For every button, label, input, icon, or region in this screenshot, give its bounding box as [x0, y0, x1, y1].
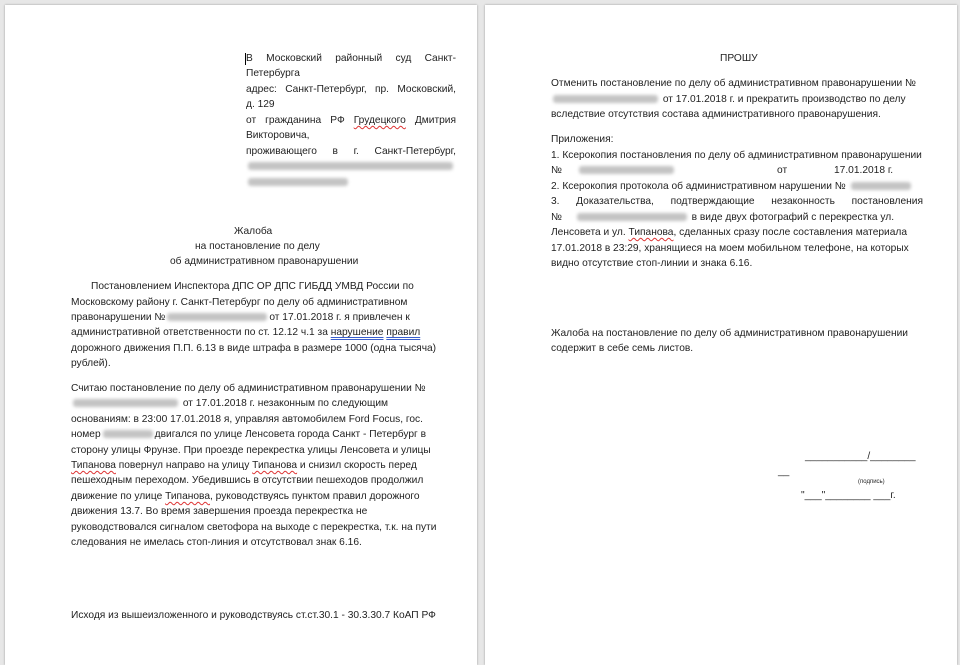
paragraph-text: , руководствуясь пунктом правил дорожного: [210, 491, 420, 502]
paragraph-text: подтверждающие: [670, 196, 755, 207]
attachment-3: [551, 196, 923, 208]
sheet-count-line-2: содержит в себе семь листов.: [551, 343, 694, 354]
p1-line-2: Московскому району г. Санкт-Петербург по делу об административном: [71, 297, 408, 308]
attachment-1: 1. Ксерокопия постановления по делу об административном правонарушении: [551, 150, 922, 161]
addr-text: Дмитрия: [414, 115, 456, 126]
p1-line-3: [71, 312, 441, 324]
p2-line-5: сторону улицы Фрунзе. При проезде перекрестка улицы Ленсовета и улицы: [71, 445, 431, 456]
address-line-5: [246, 115, 456, 127]
page-right: [485, 5, 957, 665]
attachment-1-cont: [551, 165, 911, 177]
paragraph-text: №: [551, 212, 562, 223]
p2-line-11: следования не имелась стоп-линия и отсутствовал знак 6.16.: [71, 537, 362, 548]
paragraph-text: административной ответственности по ст. 12.12 ч.1 за: [71, 327, 328, 338]
p1-line-5: дорожного движения П.П. 6.13 в виде штрафа в размере 1000 (одна тысяча): [71, 343, 437, 354]
p2-line-1: Считаю постановление по делу об административном правонарушении №: [71, 383, 426, 394]
addr-text: пр.: [374, 84, 389, 95]
redacted-number: [577, 213, 687, 221]
complaint-subtitle-1: на постановление по делу: [195, 241, 320, 252]
complaint-title: Жалоба: [234, 226, 273, 237]
paragraph-text: от 17.01.2018 г. и прекратить производство по делу: [662, 94, 906, 105]
request-line-1: Отменить постановление по делу об административном правонарушении №: [551, 78, 916, 89]
closing-line: Исходя из вышеизложенного и руководствуясь ст.ст.30.1 - 30.3.30.7 КоАП РФ: [71, 610, 436, 621]
p1-line-6: рублей).: [71, 358, 111, 369]
attachment-3-cont-1: [551, 212, 894, 224]
grammar-check-word: правил: [386, 327, 421, 338]
page-left: [5, 5, 477, 665]
addr-text: Московский,: [397, 84, 456, 95]
addr-text: Санкт-Петербург,: [285, 84, 367, 95]
addr-text: адрес:: [246, 84, 277, 95]
addr-text: гражданина: [265, 115, 322, 126]
paragraph-text: и снизил скорость перед: [299, 460, 417, 471]
attachment-3-cont-3: 17.01.2018 в 23:29, хранящиеся на моем мобильном телефоне, на которых: [551, 243, 909, 254]
p2-line-9: движения 13.7. Во время завершения проезда перекрестка не: [71, 506, 368, 517]
addr-text: от: [246, 115, 257, 126]
redacted-number: [851, 182, 911, 190]
request-line-3: вследствие отсутствия состава административного правонарушения.: [551, 109, 881, 120]
address-line-4: д. 129: [246, 99, 275, 110]
attachment-3-cont-4: видно отсутствие стоп-линии и знака 6.16.: [551, 258, 753, 269]
spellcheck-word: Типанова: [252, 460, 298, 471]
spellcheck-word: Типанова: [71, 460, 116, 471]
addr-text: Санкт-Петербург,: [374, 146, 456, 157]
addr-text: суд: [395, 53, 412, 64]
paragraph-text: повернул направо на улицу: [118, 460, 250, 471]
request-heading: ПРОШУ: [720, 53, 758, 64]
paragraph-text: незаконность: [771, 196, 835, 207]
redacted-number: [553, 95, 658, 103]
addr-text: проживающего: [246, 146, 317, 157]
paragraph-text: 17.01.2018 г.: [834, 165, 894, 176]
date-line: "___"________ ___г.: [801, 490, 896, 501]
addr-text: районный: [335, 53, 383, 64]
paragraph-text: Ленсовета и ул.: [551, 227, 626, 238]
p2-line-3: основаниям: в 23:00 17.01.2018 я, управляя автомобилем Ford Focus, гос.: [71, 414, 423, 425]
paragraph-text: от 17.01.2018 г. незаконным по следующим: [182, 398, 389, 409]
p2-line-2: [71, 398, 388, 410]
signature-line: ___________/________: [805, 451, 916, 462]
paragraph-text: движение по улице: [71, 491, 163, 502]
paragraph-text: 2. Ксерокопия протокола об административном нарушении №: [551, 181, 846, 192]
paragraph-text: Постановлением Инспектора ДПС ОР ДПС ГИБДД УМВД России по: [91, 281, 414, 292]
p2-line-8: [71, 491, 420, 503]
p2-line-10: руководствовался сигналом светофора на выходе с перекрестка, т.к. на пути: [71, 522, 437, 533]
addr-text: Санкт-: [424, 53, 456, 64]
paragraph-text: , сделанных сразу после составления материала: [673, 227, 908, 238]
paragraph-text: Доказательства,: [576, 196, 654, 207]
p2-line-6: [71, 460, 417, 472]
addr-text: В: [246, 53, 253, 64]
addr-text: РФ: [330, 115, 345, 126]
paragraph-text: от: [777, 165, 788, 176]
grammar-check-word: нарушение: [330, 327, 384, 338]
p2-line-4: [71, 429, 426, 441]
paragraph-text: двигался по улице Ленсовета города Санкт - Петербург в: [154, 429, 426, 440]
attachment-3-cont-2: [551, 227, 907, 239]
redacted-address-line: [246, 161, 455, 173]
sheet-count-line-1: Жалоба на постановление по делу об административном правонарушении: [551, 328, 908, 339]
redacted-number: [73, 399, 178, 407]
paragraph-text: №: [551, 165, 562, 176]
address-line-7: [246, 146, 456, 158]
address-line-6: Викторовича,: [246, 130, 310, 141]
attachment-2: [551, 181, 913, 193]
address-line-2: Петербурга: [246, 68, 300, 79]
address-line-3: [246, 84, 456, 96]
p1-line-1: [91, 281, 441, 293]
redacted-number: [167, 313, 267, 321]
redacted-text: [248, 162, 453, 170]
request-line-2: [551, 94, 906, 106]
paragraph-text: правонарушении №: [71, 312, 166, 323]
complaint-subtitle-2: об административном правонарушении: [170, 256, 359, 267]
redacted-plate: [103, 430, 153, 438]
addr-text: Московский: [266, 53, 322, 64]
spellcheck-word: Типанова: [628, 227, 674, 238]
attachments-title: Приложения:: [551, 134, 614, 145]
signature-dash: __: [778, 466, 790, 477]
address-line-1: [246, 53, 456, 65]
p2-line-7: пешеходным переходом. Убедившись в отсутствии пешеходов продолжил: [71, 475, 424, 486]
paragraph-text: от 17.01.2018 г. я привлечен к: [269, 312, 410, 323]
redacted-phone-line: [246, 177, 350, 189]
paragraph-text: постановления: [851, 196, 923, 207]
redacted-text: [248, 178, 348, 186]
signature-caption: (подпись): [858, 479, 885, 485]
paragraph-text: 3.: [551, 196, 560, 207]
paragraph-text: номер: [71, 429, 101, 440]
spellcheck-word: Типанова: [165, 491, 210, 502]
redacted-number: [579, 166, 674, 174]
addr-text: г.: [353, 146, 359, 157]
spellcheck-word: Грудецкого: [353, 115, 406, 126]
p1-line-4: [71, 327, 441, 339]
addr-text: в: [332, 146, 338, 157]
paragraph-text: в виде двух фотографий с перекрестка ул.: [691, 212, 895, 223]
